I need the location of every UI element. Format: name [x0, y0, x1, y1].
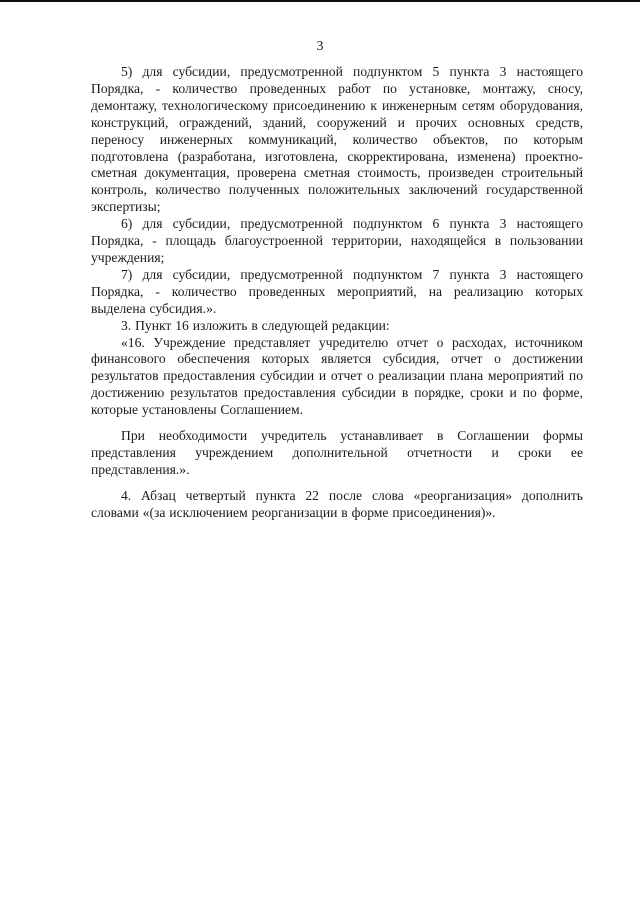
paragraph-point-16-intro: 3. Пункт 16 изложить в следующей редакции:	[121, 317, 390, 333]
paragraph-additional-reporting: При необходимости учредитель устанавливает в Соглашении формы представления учреждением дополнительной отчетности и сроки ее представления.».	[91, 428, 583, 477]
paragraph-subsidy-6: 6) для субсидии, предусмотренной подпунктом 6 пункта 3 настоящего Порядка, - площадь благоустроенной территории, находящейся в пользовании учреждения;	[91, 216, 583, 265]
page-number: 3	[316, 39, 324, 54]
paragraph-subsidy-7: 7) для субсидии, предусмотренной подпунктом 7 пункта 3 настоящего Порядка, - количество проведенных мероприятий, на реализацию которых выделена субсидия.».	[91, 266, 583, 316]
paragraph-point-22-amendment: 4. Абзац четвертый пункта 22 после слова «реорганизация» дополнить словами «(за исключением реорганизации в форме присоединения)».	[91, 487, 583, 520]
document-body	[91, 64, 583, 522]
paragraph-subsidy-5: 5) для субсидии, предусмотренной подпунктом 5 пункта 3 настоящего Порядка, - количество проведенных работ по установке, монтажу, сносу, демонтажу, технологическому присоединению к инженерным сетям оборудования, конструкций, ограждений, зданий, сооружений и прочих основных средств, переносу инженерных коммуникаций, количество объектов, по которым подготовлена (разработана, изготовлена, скорректирована, изменена) проектно-сметная документация, проверена сметная стоимость, произведен строительный контроль, количество полученных положительных заключений государственной экспертизы;	[91, 64, 583, 215]
paragraph-point-16-text: «16. Учреждение представляет учредителю отчет о расходах, источником финансового обеспечения которых является субсидия, отчет о достижении результатов предоставления субсидии и отчет о реализации плана мероприятий по достижению результатов предоставления субсидии в порядке, сроки и по форме, которые установлены Соглашением.	[91, 334, 583, 418]
